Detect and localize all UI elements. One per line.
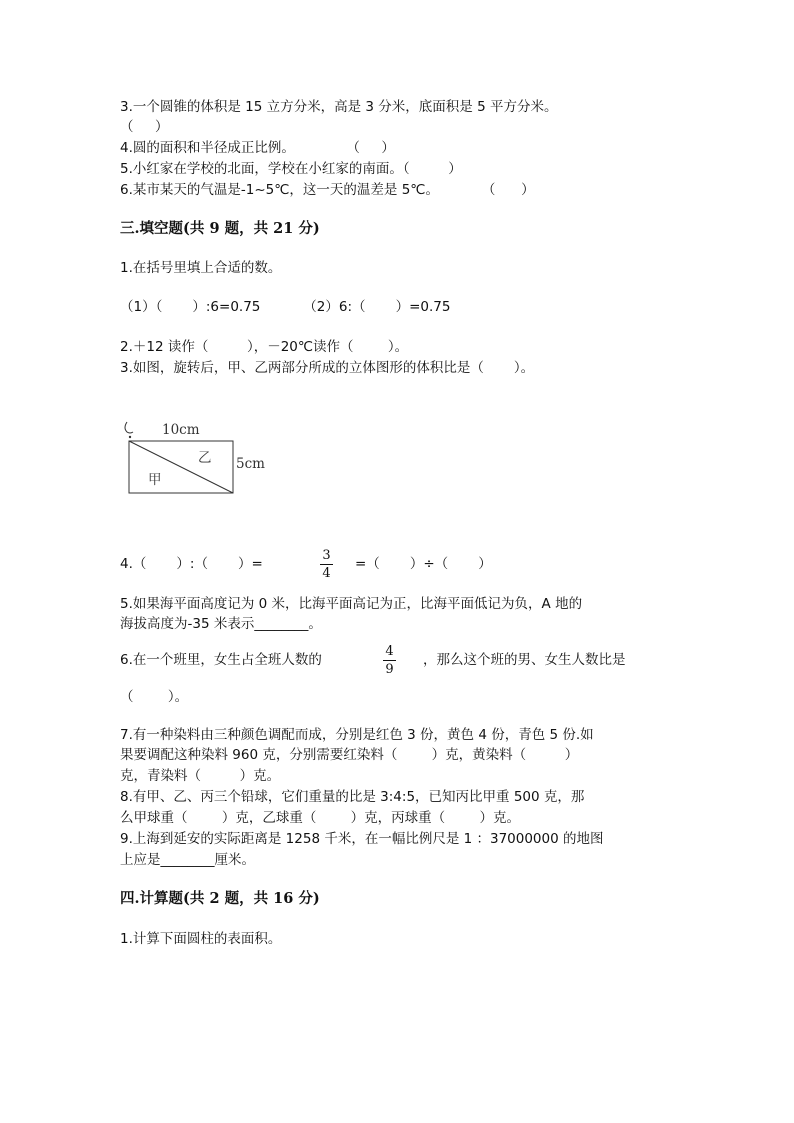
fraction-bar xyxy=(320,564,333,565)
fill-q8-line1: 8.有甲、乙、丙三个铅球，它们重量的比是 3:4:5，已知丙比甲重 500 克，那 xyxy=(120,789,585,805)
fill-q1: 1.在括号里填上合适的数。 xyxy=(120,260,282,276)
fill-q6-right: ，那么这个班的男、女生人数比是 xyxy=(423,652,626,668)
judge-q4: 4.圆的面积和半径成正比例。 （ ） xyxy=(120,140,395,156)
fill-q7-line2: 果要调配这种染料 960 克，分别需要红染料（ ）克，黄染料（ ） xyxy=(120,747,579,763)
fraction-numerator: 4 xyxy=(385,644,394,659)
section3-title: 三.填空题(共 9 题，共 21 分) xyxy=(120,220,320,237)
fill-q1-parts: （1）（ ）:6=0.75 （2）6:（ ）=0.75 xyxy=(120,299,451,315)
fill-q4-left: 4.（ ）:（ ）= xyxy=(120,556,263,572)
width-label: 10cm xyxy=(162,422,200,438)
rotation-axis-dot xyxy=(129,436,131,438)
fill-q4-fraction xyxy=(320,548,333,581)
fill-q9-line1: 9.上海到延安的实际距离是 1258 千米，在一幅比例尺是 1 ：37000000 的地图 xyxy=(120,831,604,847)
rectangle-diagonal xyxy=(129,441,233,493)
fill-q9-line2: 上应是________厘米。 xyxy=(120,852,255,868)
calc-q1: 1.计算下面圆柱的表面积。 xyxy=(120,931,282,947)
judge-q3: 3.一个圆锥的体积是 15 立方分米，高是 3 分米，底面积是 5 平方分米。 xyxy=(120,99,558,115)
section4-title: 四.计算题(共 2 题，共 16 分) xyxy=(120,890,320,907)
fill-q7-line3: 克，青染料（ ）克。 xyxy=(120,768,281,784)
height-label: 5cm xyxy=(236,456,265,472)
fill-q5-line1: 5.如果海平面高度记为 0 米，比海平面高记为正，比海平面低记为负，A 地的 xyxy=(120,596,583,612)
fill-q3: 3.如图，旋转后，甲、乙两部分所成的立体图形的体积比是（ ）。 xyxy=(120,360,535,376)
fill-q6-line2: （ ）。 xyxy=(120,689,189,705)
rotation-figure xyxy=(118,412,288,502)
part-yi-label: 乙 xyxy=(198,450,212,466)
fraction-denominator: 9 xyxy=(385,662,394,677)
fill-q7-line1: 7.有一种染料由三种颜色调配而成，分别是红色 3 份，黄色 4 份，青色 5 份.如 xyxy=(120,727,594,743)
fill-q6-fraction xyxy=(383,644,396,677)
fraction-numerator: 3 xyxy=(322,548,331,563)
fraction-bar xyxy=(383,660,396,661)
part-jia-label: 甲 xyxy=(148,472,162,488)
fill-q4-right: =（ ）÷（ ） xyxy=(355,556,492,572)
fill-q2: 2.＋12 读作（ ），－20℃读作（ ）。 xyxy=(120,339,409,355)
fill-q6-left: 6.在一个班里，女生占全班人数的 xyxy=(120,652,322,668)
judge-q5: 5.小红家在学校的北面，学校在小红家的南面。（ ） xyxy=(120,161,462,177)
fill-q8-line2: 么甲球重（ ）克，乙球重（ ）克，丙球重（ ）克。 xyxy=(120,810,520,826)
fill-q5-line2: 海拔高度为-35 米表示________。 xyxy=(120,616,322,632)
fraction-denominator: 4 xyxy=(322,566,331,581)
judge-q3-paren: （ ） xyxy=(120,119,169,135)
judge-q6: 6.某市某天的气温是-1~5℃，这一天的温差是 5℃。 （ ） xyxy=(120,182,535,198)
rotation-arrow-icon xyxy=(125,422,133,433)
